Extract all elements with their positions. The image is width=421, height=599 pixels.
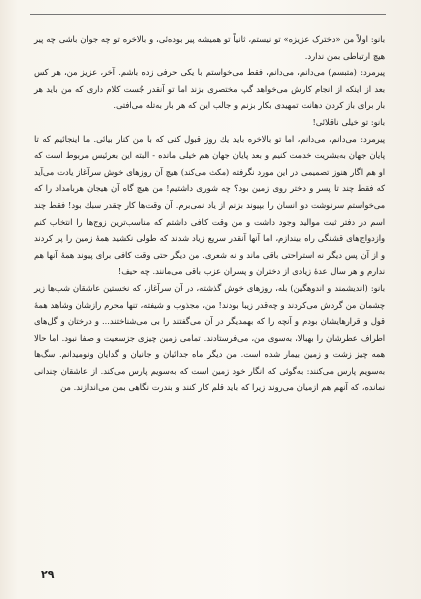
dialogue-paragraph: بانو: اولاً من «دخترک عزیزه» تو نیستم، ثانیاً تو همیشه پیر بوده‌ئی، و بالاخره تو چه جوان باشی چه پیر هیچ ارتباطی بمن ندارد. bbox=[34, 34, 385, 61]
dialogue-paragraph: پیرمرد: (متبسم) می‌دانم، می‌دانم، فقط می‌خواستم با یکی حرفی زده باشم. آخر، عزیز من، هر کس بعد از اینکه از انجام کارش می‌خواهد گپ مختصری بزند اما تو آنقدر جُست کلام داری که من باید هر بار برای باز کردن دهانت تمهیدی بکار بزنم و جالب این که هر بار به‌تله می‌افتی. bbox=[34, 67, 385, 111]
dialogue-paragraph: بانو: تو خیلی ناقلائی! bbox=[312, 116, 385, 127]
page-number: ۲۹ bbox=[41, 568, 55, 581]
dialogue-paragraph: پیرمرد: می‌دانم، می‌دانم، اما تو بالاخره باید یك روز قبول کنی که با من کنار بیائی. ما اینجائیم که تا پایان جهان به‌بشریت خدمت کنیم و بعد پایان جهان هم خیلی مانده - البته این بعرئیس مربوط است که او هم اگار هنوز تصمیمی در این مورد نگرفته (مکث می‌کند) هیچ آن روزهای خوش سرآغاز یادت می‌آید که فقط چند تا پسر و دختر روی زمین بود؟ چه شوری داشتیم! من هیچ گاه آن هیجان هربامداد را که می‌خواستم سرنوشت دو انسان را بپیوند بزنم از یاد نمی‌برم. آن وقت‌ها کار چقدر سبك بود! فقط چند اسم در دفتر ثبت مواليد وجود داشت و من وقت کافی داشتم که مناسب‌ترین زوج‌ها را انتخاب کنم وازدواج‌های قشنگی راه بیندازم، اما آنها آنقدر سریع زیاد شدند که طولی نکشید همهٔ زمین را پر کردند و از آن پس دیگر نه استراحتی باقی ماند و نه شعری. من دیگر حتی وقت کافی برای پیوند همهٔ آنها هم ندارم و هر سال عدهٔ زیادی از دختران و پسران عزب باقی می‌مانند. چه حیف! bbox=[34, 133, 385, 277]
persian-dialogue-text bbox=[34, 31, 385, 396]
dialogue-paragraph: بانو: (اندیشمند و اندوهگین) بله، روزهای خوش گذشته، در آن سرآغاز، که نخستین عاشقان شب‌ها زیر چشمان من گردش می‌کردند و چه‌قدر زیبا بودند! من، مجذوب و شیفته، تنها محرم رازشان وشاهد همهٔ قول و قرارهایشان بودم و آنچه را که بهمدیگر در آن می‌گفتند را بی می‌شناختند... و درختان و گل‌های اطراف عطرشان را بهبالا، به‌سوی من، می‌فرستادند. تمامی زمین چیزی جزسعیت و صفا نبود. اما حالا همه چیز زشت و زمین بیمار شده است. من دیگر ماه جدائیان و جانیان و گدایان ونومیدانم. سگ‌ها به‌سویم پارس می‌کنند: به‌گوئی که انگار خود زمین است که به‌سویم پارس می‌کند. از عاشقان چندانی نمانده، که آنهم هم ازمیان می‌روند زیرا که باید قلم کار کنند و بندرت نگاهی بمن می‌اندازند. من bbox=[34, 282, 385, 393]
top-rule bbox=[30, 14, 386, 15]
